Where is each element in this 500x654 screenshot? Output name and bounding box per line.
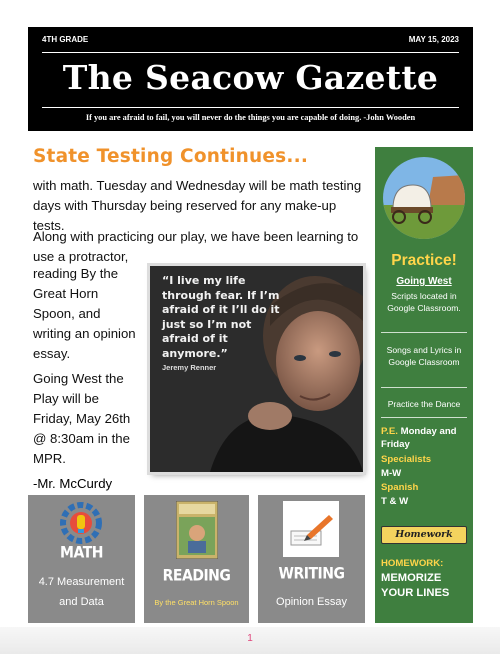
writing-card: [258, 495, 365, 623]
masthead-quote: If you are afraid to fail, you will never do the things you are capable of doing. -John Wooden: [85, 113, 416, 122]
article-signature: -Mr. McCurdy: [33, 476, 113, 491]
math-subtitle: 4.7 Measurement and Data: [38, 576, 125, 608]
article-paragraph-2-top: Along with practicing our play, we have been learning to use a protractor,: [33, 229, 359, 264]
practice-heading: Practice!: [391, 252, 457, 269]
going-west-title: Going West: [396, 276, 452, 287]
quote-photo: [150, 266, 363, 472]
specialists-label: Specialists: [381, 454, 432, 465]
masthead-rule-top: [42, 52, 459, 53]
issue-date: MAY 15, 2023: [408, 35, 459, 44]
sidebar-divider: [381, 332, 467, 333]
writing-title: WRITING: [278, 564, 345, 584]
reading-title: READING: [162, 566, 231, 586]
homework-banner-text: Homework: [395, 529, 453, 540]
homework-pencil-banner: [381, 526, 467, 544]
article-paragraph-2-rest: reading By the Great Horn Spoon, and writing an opinion essay.: [33, 266, 136, 361]
spanish-label: Spanish: [381, 482, 419, 493]
scripts-note: Scripts located in Google Classroom.: [387, 291, 461, 313]
spanish-days: T & W: [381, 496, 409, 507]
songs-note: Songs and Lyrics in Google Classroom: [386, 345, 462, 367]
writing-subtitle: Opinion Essay: [276, 596, 347, 608]
masthead: [28, 27, 473, 131]
homework-task: MEMORIZE YOUR LINES: [381, 572, 450, 599]
dance-note: Practice the Dance: [387, 399, 461, 409]
pe-days: Monday and Friday: [381, 426, 457, 450]
math-title: MATH: [60, 543, 103, 563]
covered-wagon-icon: [383, 157, 465, 239]
newspaper-title: The Seacow Gazette: [62, 58, 439, 97]
sidebar-divider: [381, 417, 467, 418]
reading-subtitle: By the Great Horn Spoon: [154, 598, 239, 607]
photo-quote-text: “I live my life through fear. If I’m afraid of it I’ll do it just so I’m not afraid of it anymore.”: [162, 274, 280, 360]
book-cover-icon: [176, 501, 218, 559]
pe-schedule: [381, 425, 465, 451]
gear-lightbulb-icon: [58, 501, 104, 545]
article-paragraph-3: Going West the Play will be Friday, May 26th @ 8:30am in the MPR.: [33, 371, 131, 466]
photo-quote-author: Jeremy Renner: [162, 363, 217, 372]
sidebar-divider: [381, 387, 467, 388]
article-paragraph-1: with math. Tuesday and Wednesday will be math testing days with Thursday being reserved for any make-up tests.: [33, 178, 362, 233]
pencil-paper-icon: [283, 501, 339, 557]
homework-label: HOMEWORK:: [381, 558, 444, 569]
grade-label: 4TH GRADE: [42, 35, 89, 44]
practice-sidebar: [375, 147, 473, 623]
specialists-days: M-W: [381, 468, 402, 479]
masthead-rule-bottom: [42, 107, 459, 108]
article-headline: State Testing Continues...: [33, 146, 309, 167]
reading-card: [144, 495, 249, 623]
math-card: [28, 495, 135, 623]
page-number: 1: [247, 633, 253, 644]
pe-label: P.E.: [381, 426, 398, 437]
